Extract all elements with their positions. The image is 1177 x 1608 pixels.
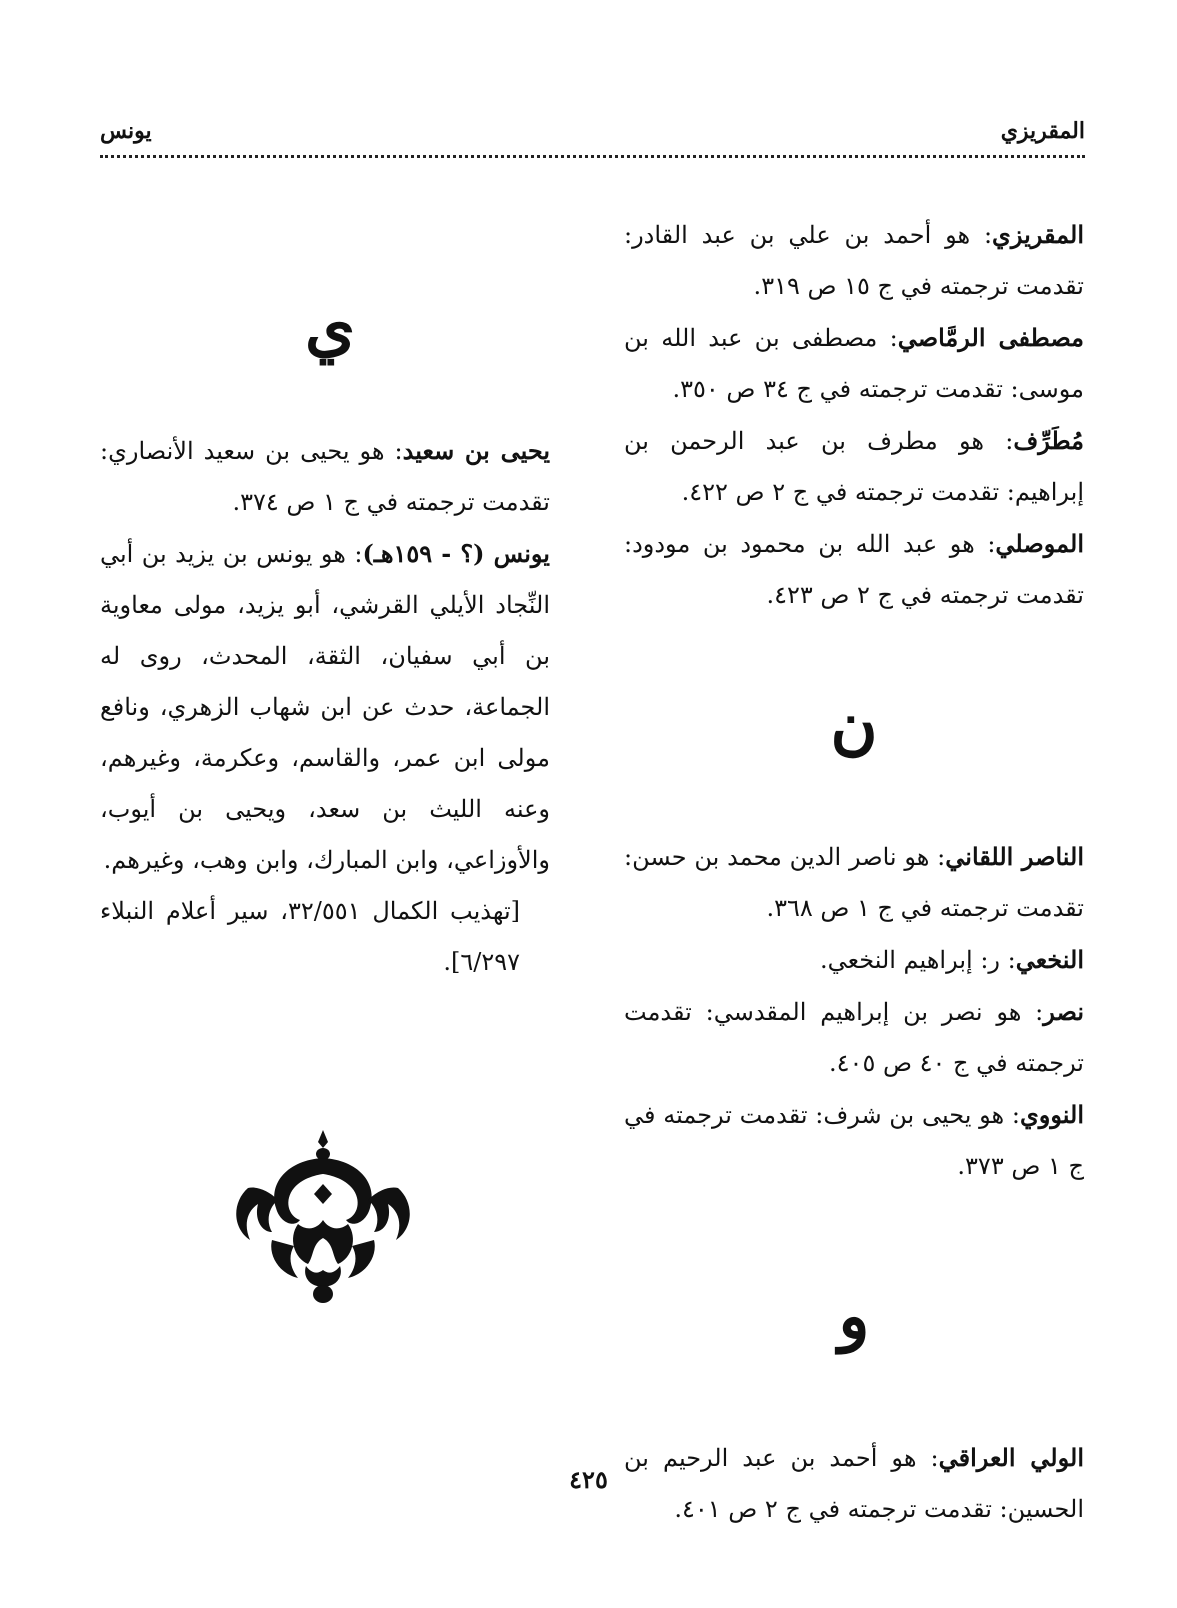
entry-term: الموصلي [995, 529, 1084, 558]
entry-term: النخعي [1015, 945, 1084, 974]
right-column [624, 209, 1084, 1535]
entry-text: : هو يونس بن يزيد بن أبي النِّجاد الأيلي القرشي، أبو يزيد، مولى معاوية بن أبي سفيان، الثقة، المحدث، روى له الجماعة، حدث عن ابن شهاب الزهري، ونافع مولى ابن عمر، والقاسم، وعكرمة، وغيرهم، وعنه الليث بن سعد، ويحيى بن أيوب، والأوزاعي، وابن المبارك، وابن وهب، وغيرهم. [100, 540, 550, 874]
entry-text: : هو يحيى بن سعيد الأنصاري: تقدمت ترجمته في ج ١ ص ٣٧٤. [100, 437, 550, 516]
entry [624, 831, 1084, 934]
entry-text: : هو أحمد بن عبد الرحيم بن الحسين: تقدمت ترجمته في ج ٢ ص ٤٠١. [624, 1444, 1084, 1523]
entry-term: المقريزي [992, 220, 1084, 249]
reference-note: [تهذيب الكمال ٣٢/٥٥١، سير أعلام النبلاء ٦/٢٩٧]. [100, 897, 520, 976]
entry-text: : هو يحيى بن شرف: تقدمت ترجمته في ج ١ ص ٣٧٣. [624, 1101, 1084, 1180]
page-number: ٤٢٥ [569, 1465, 608, 1494]
entry-term: مُطَرِّف [1013, 426, 1084, 455]
entry-term: يونس (؟ - ١٥٩هـ) [362, 539, 550, 568]
entry [100, 528, 550, 886]
entry-text: : هو نصر بن إبراهيم المقدسي: تقدمت ترجمته في ج ٤٠ ص ٤٠٥. [624, 998, 1084, 1077]
header-left-title: يونس [100, 118, 152, 144]
letter-heading-nun: ن [830, 688, 878, 763]
letter-heading-waw: و [838, 1279, 870, 1354]
letter-heading-ya: ي [304, 290, 356, 365]
entry [624, 209, 1084, 312]
entry-term: يحيى بن سعيد [402, 436, 550, 465]
header-dotted-rule [100, 155, 1085, 158]
entry [624, 415, 1084, 518]
entry-text: : هو عبد الله بن محمود بن مودود: تقدمت ترجمته في ج ٢ ص ٤٢٣. [624, 530, 1084, 609]
entry [624, 518, 1084, 621]
entry [624, 1089, 1084, 1192]
running-header [100, 112, 1085, 156]
entry-term: النووي [1020, 1100, 1084, 1129]
entry [624, 934, 1084, 986]
entry-text: : هو أحمد بن علي بن عبد القادر: تقدمت ترجمته في ج ١٥ ص ٣١٩. [624, 221, 1084, 300]
entry [100, 425, 550, 528]
arabesque-ornament-icon [228, 1128, 418, 1304]
entry [624, 986, 1084, 1089]
entry-text: : ر: إبراهيم النخعي. [820, 946, 1016, 974]
entry-text: : هو مطرف بن عبد الرحمن بن إبراهيم: تقدمت ترجمته في ج ٢ ص ٤٢٢. [624, 427, 1084, 506]
entry-term: الناصر اللقاني [945, 842, 1084, 871]
entry-term: نصر [1043, 997, 1084, 1026]
entry-term: الولي العراقي [938, 1443, 1084, 1472]
entry-text: : مصطفى بن عبد الله بن موسى: تقدمت ترجمته في ج ٣٤ ص ٣٥٠. [624, 324, 1084, 403]
header-right-title: المقريزي [1000, 118, 1085, 144]
entry-text: : هو ناصر الدين محمد بن حسن: تقدمت ترجمته في ج ١ ص ٣٦٨. [624, 843, 1084, 922]
left-column [100, 425, 550, 988]
entry-term: مصطفى الرمَّاصي [897, 323, 1084, 352]
entry [624, 312, 1084, 415]
